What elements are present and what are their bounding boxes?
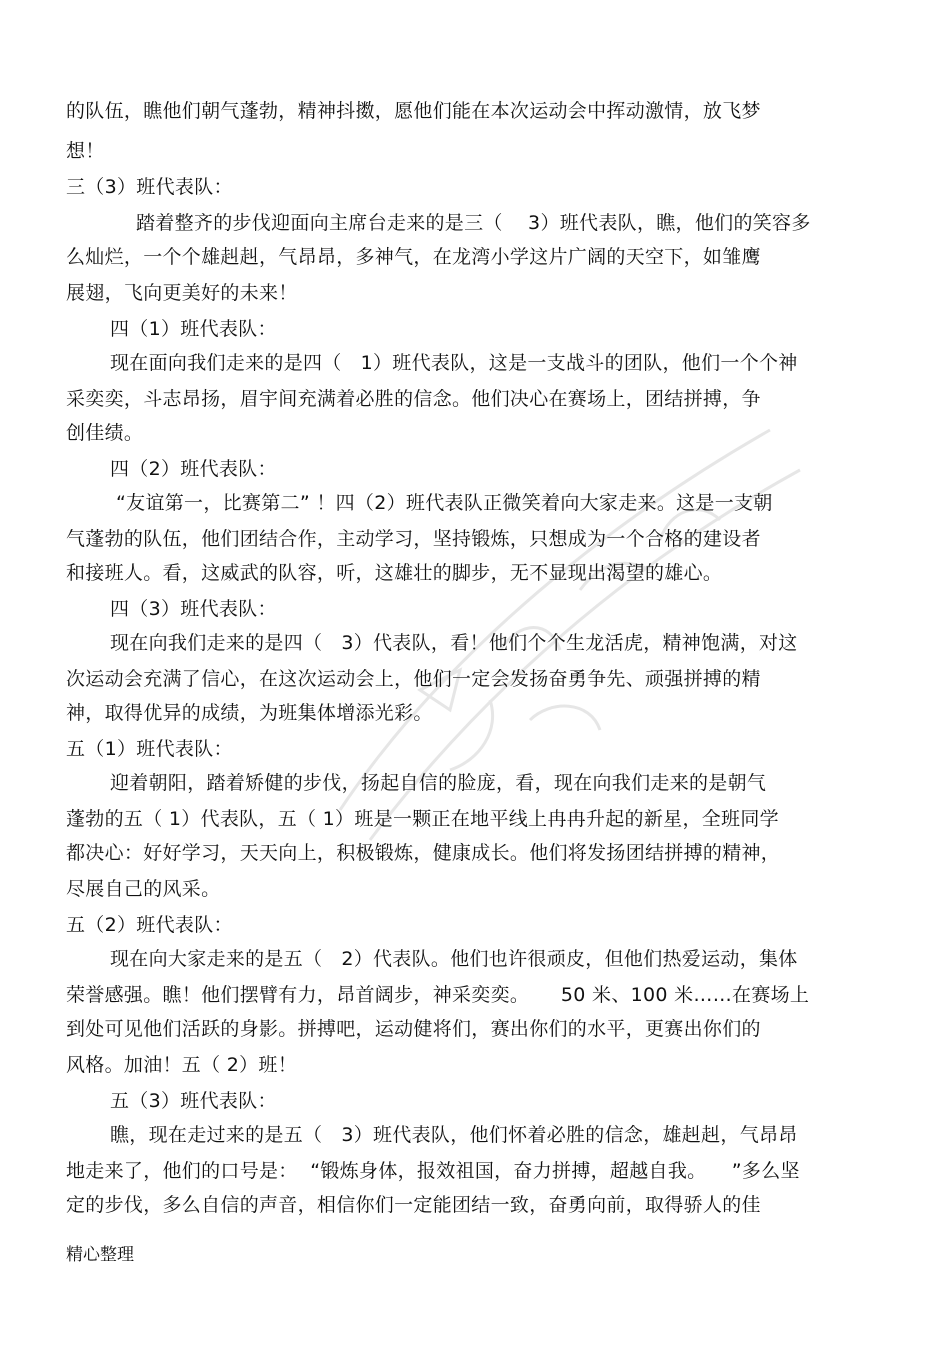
body-text-line: 风格。加油！五（ 2）班！ — [66, 1054, 298, 1076]
body-text-line: 踏着整齐的步伐迎面向主席台走来的是三（ 3）班代表队，瞧，他们的笑容多 — [136, 212, 811, 234]
section-heading: 四（1）班代表队： — [110, 318, 277, 340]
body-text-line: 想！ — [66, 140, 105, 162]
section-heading: 四（2）班代表队： — [110, 458, 277, 480]
section-heading: 五（3）班代表队： — [110, 1090, 277, 1112]
page-footer: 精心整理 — [66, 1245, 134, 1265]
body-text-line: 荣誉感强。瞧！他们摆臂有力，昂首阔步，神采奕奕。 50 米、100 米……在赛场上 — [66, 984, 810, 1006]
body-text-line: 创佳绩。 — [66, 422, 144, 444]
body-text-line: 地走来了，他们的口号是： “锻炼身体，报效祖国，奋力拼搏，超越自我。 ”多么坚 — [66, 1160, 800, 1182]
body-text-line: 现在向大家走来的是五（ 2）代表队。他们也许很顽皮，但他们热爱运动，集体 — [110, 948, 798, 970]
body-text-line: 展翅，飞向更美好的未来！ — [66, 282, 298, 304]
section-heading: 五（2）班代表队： — [66, 914, 233, 936]
section-heading: 三（3）班代表队： — [66, 176, 233, 198]
body-text-line: 尽展自己的风采。 — [66, 878, 221, 900]
body-text-line: 迎着朝阳，踏着矫健的步伐，扬起自信的脸庞，看，现在向我们走来的是朝气 — [110, 772, 767, 794]
body-text-line: 的队伍，瞧他们朝气蓬勃，精神抖擞，愿他们能在本次运动会中挥动激情，放飞梦 — [66, 100, 761, 122]
body-text-line: “友谊第一，比赛第二” ！四（2）班代表队正微笑着向大家走来。这是一支朝 — [116, 492, 773, 514]
body-text-line: 神，取得优异的成绩，为班集体增添光彩。 — [66, 702, 433, 724]
body-text-line: 和接班人。看，这威武的队容，听，这雄壮的脚步，无不显现出渴望的雄心。 — [66, 562, 723, 584]
section-heading: 四（3）班代表队： — [110, 598, 277, 620]
body-text-line: 气蓬勃的队伍，他们团结合作，主动学习，坚持锻炼，只想成为一个合格的建设者 — [66, 528, 761, 550]
body-text-line: 次运动会充满了信心，在这次运动会上，他们一定会发扬奋勇争先、顽强拼搏的精 — [66, 668, 761, 690]
body-text-line: 都决心：好好学习，天天向上，积极锻炼，健康成长。他们将发扬团结拼搏的精神， — [66, 842, 781, 864]
body-text-line: 瞧，现在走过来的是五（ 3）班代表队，他们怀着必胜的信念，雄赳赳，气昂昂 — [110, 1124, 798, 1146]
body-text-line: 么灿烂，一个个雄赳赳，气昂昂，多神气，在龙湾小学这片广阔的天空下，如雏鹰 — [66, 246, 761, 268]
body-text-line: 现在面向我们走来的是四（ 1）班代表队，这是一支战斗的团队，他们一个个神 — [110, 352, 798, 374]
body-text-line: 到处可见他们活跃的身影。拼搏吧，运动健将们，赛出你们的水平，更赛出你们的 — [66, 1018, 761, 1040]
body-text-line: 现在向我们走来的是四（ 3）代表队，看！他们个个生龙活虎，精神饱满，对这 — [110, 632, 798, 654]
body-text-line: 采奕奕，斗志昂扬，眉宇间充满着必胜的信念。他们决心在赛场上，团结拼搏，争 — [66, 388, 761, 410]
body-text-line: 蓬勃的五（ 1）代表队，五（ 1）班是一颗正在地平线上冉冉升起的新星，全班同学 — [66, 808, 779, 830]
body-text-line: 定的步伐，多么自信的声音，相信你们一定能团结一致，奋勇向前，取得骄人的佳 — [66, 1194, 761, 1216]
section-heading: 五（1）班代表队： — [66, 738, 233, 760]
